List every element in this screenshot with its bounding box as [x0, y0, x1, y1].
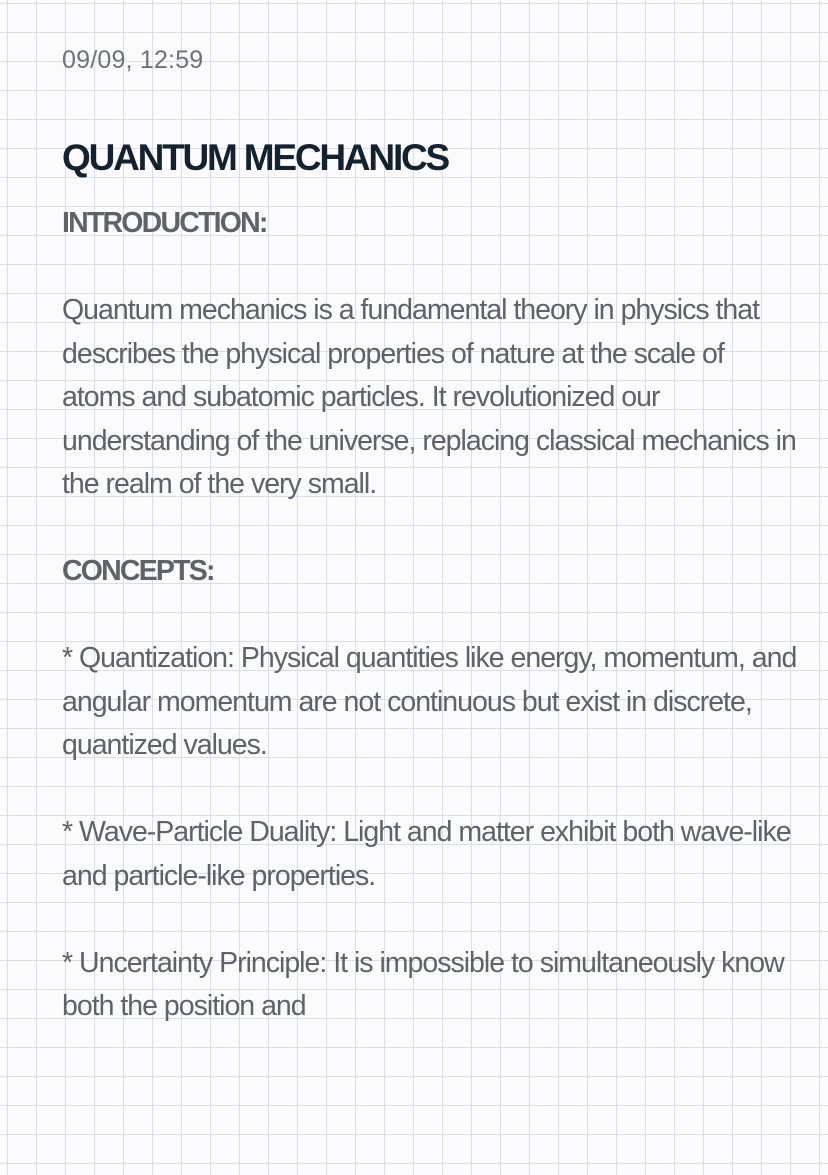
- blank-line: [62, 768, 802, 812]
- concept-quantization: * Quantization: Physical quantities like energy, momentum, and angular momentum are not continuous but exist in discrete, quantized values.: [62, 642, 797, 761]
- note-title: QUANTUM MECHANICS: [62, 137, 449, 178]
- blank-line: [62, 898, 802, 942]
- blank-line: [62, 246, 802, 290]
- note-timestamp: 09/09, 12:59: [62, 46, 204, 74]
- concept-uncertainty-principle: * Uncertainty Principle: It is impossible to simultaneously know both the position and: [62, 946, 784, 1022]
- introduction-heading: INTRODUCTION:: [62, 207, 267, 239]
- blank-line: [62, 594, 802, 638]
- introduction-paragraph: Quantum mechanics is a fundamental theory in physics that describes the physical properties of nature at the scale of atoms and subatomic particles. It revolutionized our understanding of the universe, replacing classical mechanics in the realm of the very small.: [62, 294, 796, 500]
- concept-wave-particle-duality: * Wave-Particle Duality: Light and matter exhibit both wave-like and particle-like properties.: [62, 816, 791, 892]
- concepts-heading: CONCEPTS:: [62, 555, 214, 587]
- blank-line: [62, 507, 802, 551]
- note-body[interactable]: [62, 202, 802, 1029]
